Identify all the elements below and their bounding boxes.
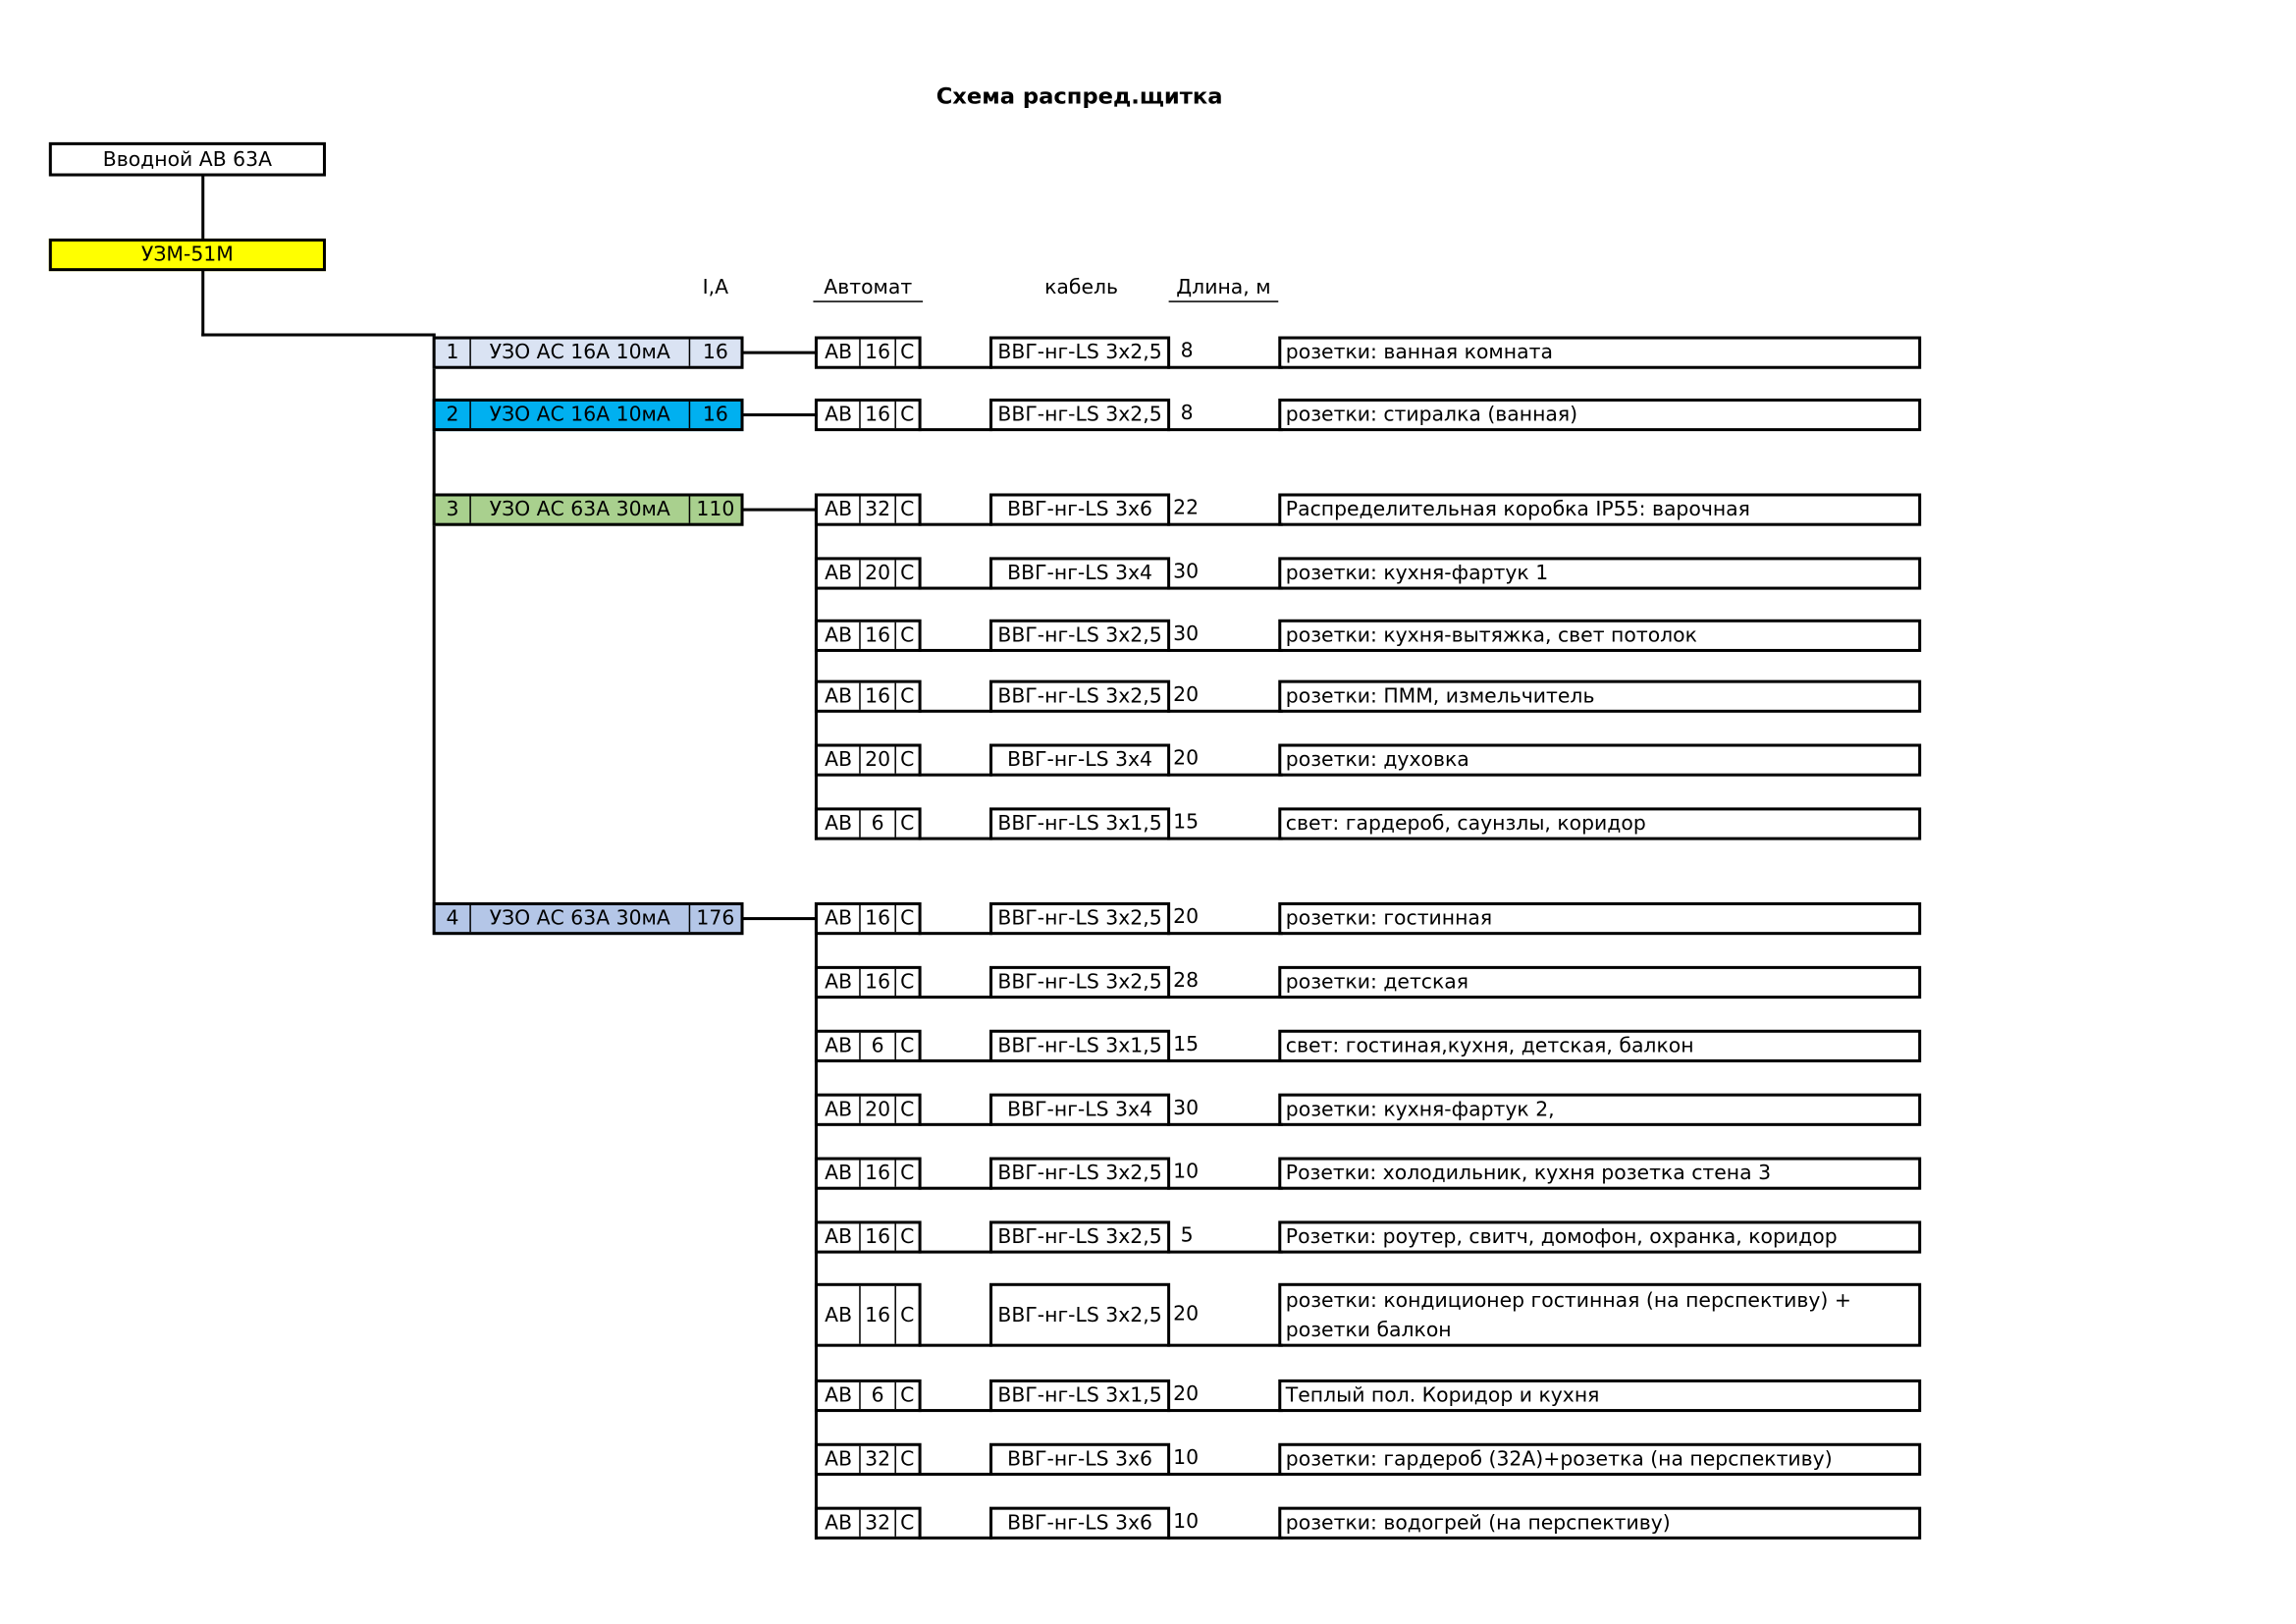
cable-spec: ВВГ-нг-LS 3х4	[989, 744, 1170, 777]
rcd-current: 16	[689, 340, 741, 366]
cable-spec: ВВГ-нг-LS 3х2,5	[989, 1220, 1170, 1253]
breaker-rating: 16	[859, 1161, 894, 1187]
connector-line	[201, 334, 435, 337]
breaker-curve: С	[894, 905, 918, 932]
breaker-curve: С	[894, 1382, 918, 1409]
connector-line	[919, 1187, 992, 1190]
cable-spec: ВВГ-нг-LS 3х6	[989, 493, 1170, 525]
breaker-rating: 32	[859, 1446, 894, 1473]
main-breaker-label: Вводной АВ 63А	[102, 147, 273, 172]
rcd-current: 110	[689, 497, 741, 523]
connector-line	[919, 1123, 992, 1126]
rcd-block	[433, 337, 744, 369]
connector-line	[919, 1344, 992, 1347]
cable-spec: ВВГ-нг-LS 3х2,5	[989, 680, 1170, 713]
breaker-type: АВ	[825, 1224, 853, 1250]
rcd-label: УЗО АС 16А 10мА	[469, 340, 688, 366]
cable-length: 5	[1180, 1223, 1194, 1248]
cable-length: 8	[1180, 339, 1194, 363]
breaker-rating: 20	[859, 747, 894, 774]
breaker-type: АВ	[825, 403, 853, 427]
cable-length: 30	[1173, 622, 1200, 646]
cable-length: 10	[1173, 1509, 1200, 1534]
breaker-type: АВ	[825, 561, 853, 586]
voltage-relay-box	[49, 239, 326, 271]
circuit-description: розетки: кухня-вытяжка, свет потолок	[1278, 620, 1921, 652]
connector-line	[919, 1473, 992, 1476]
connector-line	[741, 509, 818, 512]
cable-length: 20	[1173, 1381, 1200, 1407]
cable-spec: ВВГ-нг-LS 3х2,5	[989, 1158, 1170, 1190]
connector-line	[1167, 932, 1283, 935]
cable-length: 30	[1173, 1096, 1200, 1120]
connector-line	[1167, 1473, 1283, 1476]
breaker-rating: 6	[859, 1382, 894, 1409]
connector-line	[1167, 1059, 1283, 1062]
rcd-block	[433, 493, 744, 525]
rcd-number: 2	[446, 403, 459, 427]
header-cable: кабель	[1044, 275, 1119, 299]
circuit-description: Распределительная коробка IP55: варочная	[1278, 493, 1921, 525]
connector-line	[1167, 1187, 1283, 1190]
cable-spec: ВВГ-нг-LS 3х2,5	[989, 902, 1170, 935]
circuit-breaker	[815, 1220, 922, 1253]
breaker-type: АВ	[825, 1303, 853, 1327]
breaker-rating: 32	[859, 497, 894, 523]
diagram-title: Схема распред.щитка	[935, 82, 1223, 110]
connector-line	[1167, 996, 1283, 999]
connector-line	[1167, 710, 1283, 713]
connector-line	[919, 996, 992, 999]
main-breaker-box	[49, 142, 326, 177]
breaker-rating: 6	[859, 810, 894, 837]
circuit-breaker	[815, 493, 922, 525]
breaker-rating: 20	[859, 1097, 894, 1123]
circuit-description: розетки: кухня-фартук 1	[1278, 557, 1921, 589]
cable-length: 20	[1173, 1302, 1200, 1326]
breaker-curve: С	[894, 1223, 918, 1250]
breaker-type: АВ	[825, 1447, 853, 1472]
breaker-type: АВ	[825, 906, 853, 931]
connector-line	[919, 366, 992, 369]
cable-spec: ВВГ-нг-LS 3х2,5	[989, 399, 1170, 431]
rcd-current: 16	[689, 402, 741, 428]
cable-spec: ВВГ-нг-LS 3х1,5	[989, 807, 1170, 839]
rcd-label: УЗО АС 63А 30мА	[469, 497, 688, 523]
branch-line	[815, 493, 818, 839]
breaker-rating: 16	[859, 683, 894, 710]
circuit-breaker	[815, 557, 922, 589]
cable-length: 8	[1180, 401, 1194, 426]
rcd-label: УЗО АС 63А 30мА	[469, 905, 688, 932]
circuit-breaker	[815, 1443, 922, 1476]
breaker-curve: С	[894, 1097, 918, 1123]
connector-line	[201, 175, 204, 240]
circuit-breaker	[815, 1507, 922, 1540]
connector-line	[1167, 1537, 1283, 1540]
circuit-breaker	[815, 620, 922, 652]
connector-line	[1167, 366, 1283, 369]
circuit-description: свет: гардероб, саунзлы, коридор	[1278, 807, 1921, 839]
cable-length: 15	[1173, 1032, 1200, 1056]
cable-spec: ВВГ-нг-LS 3х6	[989, 1507, 1170, 1540]
breaker-curve: С	[894, 683, 918, 710]
cable-length: 20	[1173, 904, 1200, 930]
cable-spec: ВВГ-нг-LS 3х2,5	[989, 620, 1170, 652]
connector-line	[919, 1537, 992, 1540]
breaker-rating: 16	[859, 969, 894, 996]
breaker-rating: 6	[859, 1033, 894, 1059]
connector-line	[919, 523, 992, 526]
connector-line	[919, 1409, 992, 1412]
header-breaker: Автомат	[813, 276, 923, 302]
breaker-curve: С	[894, 497, 918, 523]
connector-line	[741, 917, 818, 920]
circuit-description: розетки: стиралка (ванная)	[1278, 399, 1921, 431]
rcd-block	[433, 902, 744, 935]
connector-line	[919, 710, 992, 713]
voltage-relay-label: УЗМ-51М	[140, 243, 234, 267]
circuit-description: розетки: гостинная	[1278, 902, 1921, 935]
header-current: I,A	[702, 275, 729, 299]
circuit-breaker	[815, 680, 922, 713]
cable-length: 20	[1173, 682, 1200, 707]
breaker-type: АВ	[825, 1098, 853, 1122]
breaker-rating: 16	[859, 340, 894, 366]
circuit-description: Розетки: роутер, свитч, домофон, охранка, коридор	[1278, 1220, 1921, 1253]
breaker-rating: 16	[859, 905, 894, 932]
circuit-breaker	[815, 966, 922, 999]
connector-line	[1167, 838, 1283, 840]
cable-spec: ВВГ-нг-LS 3х1,5	[989, 1030, 1170, 1062]
breaker-curve: С	[894, 1033, 918, 1059]
cable-spec: ВВГ-нг-LS 3х1,5	[989, 1380, 1170, 1412]
cable-spec: ВВГ-нг-LS 3х2,5	[989, 1283, 1170, 1347]
breaker-curve: С	[894, 1446, 918, 1473]
breaker-type: АВ	[825, 1162, 853, 1186]
connector-line	[919, 932, 992, 935]
circuit-description: розетки: духовка	[1278, 744, 1921, 777]
cable-spec: ВВГ-нг-LS 3х2,5	[989, 337, 1170, 369]
breaker-rating: 16	[859, 623, 894, 649]
header-length: Длина, м	[1169, 276, 1279, 302]
circuit-description: розетки: ванная комната	[1278, 337, 1921, 369]
connector-line	[741, 352, 818, 354]
cable-spec: ВВГ-нг-LS 3х4	[989, 1094, 1170, 1126]
breaker-rating: 20	[859, 560, 894, 586]
cable-spec: ВВГ-нг-LS 3х6	[989, 1443, 1170, 1476]
connector-line	[1167, 428, 1283, 431]
circuit-breaker	[815, 337, 922, 369]
connector-line	[919, 428, 992, 431]
breaker-curve: С	[894, 810, 918, 837]
breaker-type: АВ	[825, 684, 853, 709]
cable-length: 10	[1173, 1160, 1200, 1184]
circuit-breaker	[815, 1380, 922, 1412]
cable-length: 10	[1173, 1445, 1200, 1470]
circuit-breaker	[815, 1030, 922, 1062]
rcd-current: 176	[689, 905, 741, 932]
breaker-curve: С	[894, 747, 918, 774]
breaker-curve: С	[894, 969, 918, 996]
circuit-description: розетки: водогрей (на перспективу)	[1278, 1507, 1921, 1540]
breaker-type: АВ	[825, 623, 853, 648]
breaker-curve: С	[894, 1510, 918, 1537]
circuit-description: розетки: ПММ, измельчитель	[1278, 680, 1921, 713]
cable-length: 28	[1173, 968, 1200, 994]
circuit-breaker	[815, 744, 922, 777]
breaker-curve: С	[894, 340, 918, 366]
breaker-rating: 16	[859, 1223, 894, 1250]
connector-line	[201, 270, 204, 337]
cable-spec: ВВГ-нг-LS 3х2,5	[989, 966, 1170, 999]
connector-line	[919, 1251, 992, 1254]
circuit-breaker	[815, 1283, 922, 1347]
circuit-breaker	[815, 1158, 922, 1190]
circuit-description: розетки: гардероб (32А)+розетка (на перспективу)	[1278, 1443, 1921, 1476]
cable-length: 20	[1173, 746, 1200, 771]
circuit-description: розетки: кондиционер гостинная (на перспективу) + розетки балкон	[1278, 1283, 1921, 1347]
connector-line	[919, 774, 992, 777]
connector-line	[1167, 1123, 1283, 1126]
circuit-description: Теплый пол. Коридор и кухня	[1278, 1380, 1921, 1412]
breaker-type: АВ	[825, 811, 853, 837]
rcd-number: 3	[446, 498, 459, 522]
breaker-type: АВ	[825, 1511, 853, 1536]
cable-length: 15	[1173, 810, 1200, 835]
connector-line	[1167, 774, 1283, 777]
breaker-curve: С	[894, 402, 918, 428]
circuit-breaker	[815, 807, 922, 839]
breaker-curve: С	[894, 1286, 918, 1344]
connector-line	[919, 649, 992, 652]
breaker-type: АВ	[825, 970, 853, 995]
cable-length: 30	[1173, 560, 1200, 584]
connector-line	[1167, 1251, 1283, 1254]
cable-length: 22	[1173, 496, 1200, 520]
circuit-description: розетки: детская	[1278, 966, 1921, 999]
connector-line	[1167, 649, 1283, 652]
connector-line	[1167, 1344, 1283, 1347]
breaker-curve: С	[894, 1161, 918, 1187]
circuit-description: свет: гостиная,кухня, детская, балкон	[1278, 1030, 1921, 1062]
connector-line	[919, 838, 992, 840]
connector-line	[919, 587, 992, 590]
connector-line	[1167, 1409, 1283, 1412]
breaker-rating: 16	[859, 1286, 894, 1344]
cable-spec: ВВГ-нг-LS 3х4	[989, 557, 1170, 589]
breaker-type: АВ	[825, 1383, 853, 1408]
breaker-type: АВ	[825, 748, 853, 773]
rcd-number: 1	[446, 341, 459, 365]
connector-line	[1167, 523, 1283, 526]
breaker-rating: 32	[859, 1510, 894, 1537]
circuit-description: розетки: кухня-фартук 2,	[1278, 1094, 1921, 1126]
breaker-rating: 16	[859, 402, 894, 428]
breaker-curve: С	[894, 560, 918, 586]
breaker-type: АВ	[825, 341, 853, 365]
circuit-breaker	[815, 902, 922, 935]
circuit-breaker	[815, 1094, 922, 1126]
connector-line	[741, 413, 818, 416]
breaker-curve: С	[894, 623, 918, 649]
circuit-breaker	[815, 399, 922, 431]
breaker-type: АВ	[825, 1034, 853, 1058]
rcd-number: 4	[446, 906, 459, 931]
circuit-description: Розетки: холодильник, кухня розетка стена 3	[1278, 1158, 1921, 1190]
rcd-label: УЗО АС 16А 10мА	[469, 402, 688, 428]
connector-line	[1167, 587, 1283, 590]
breaker-type: АВ	[825, 498, 853, 522]
rcd-block	[433, 399, 744, 431]
connector-line	[919, 1059, 992, 1062]
